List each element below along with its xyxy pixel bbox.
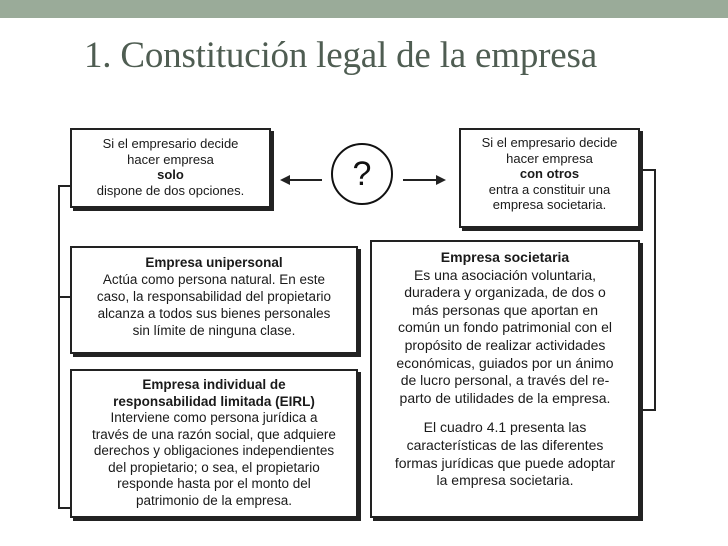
otros-line-5: empresa societaria.	[492, 197, 607, 212]
societaria-line-8: parto de utilidades de la empresa.	[399, 389, 611, 406]
right-bracket	[640, 170, 655, 410]
societaria-heading: Empresa societaria	[440, 249, 570, 265]
unipersonal-heading: Empresa unipersonal	[145, 255, 283, 270]
eirl-line-6: patrimonio de la empresa.	[135, 492, 293, 508]
eirl-line-3: derechos y obligaciones independientes	[93, 443, 335, 458]
unipersonal-line-2: caso, la responsabilidad del propietario	[96, 289, 332, 304]
eirl-line-5: responde hasta por el monto del	[117, 476, 311, 491]
eirl-heading-2: responsabilidad limitada (EIRL)	[113, 393, 315, 409]
societaria-line-1: Es una asociación voluntaria,	[413, 266, 597, 283]
otros-line-1: Si el empresario decide	[481, 135, 618, 150]
societaria-note-2: características de las diferentes	[406, 436, 604, 453]
left-arrow-head	[280, 175, 290, 185]
societaria-note-3: formas jurídicas que puede adoptar	[394, 454, 616, 471]
unipersonal-line-3: alcanza a todos sus bienes personales	[97, 306, 331, 321]
societaria-line-3: más personas que aportan en	[411, 301, 598, 318]
otros-line-3: con otros	[519, 166, 580, 181]
unipersonal-line-1: Actúa como persona natural. En este	[102, 272, 326, 287]
otros-line-4: entra a constituir una	[488, 181, 611, 197]
eirl-line-1: Interviene como persona jurídica a	[110, 410, 318, 425]
slide-title: 1. Constitución legal de la empresa	[84, 35, 597, 76]
eirl-line-2: través de una razón social, que adquiere	[92, 426, 336, 442]
societaria-spacer	[372, 407, 638, 419]
societaria-note-1: El cuadro 4.1 presenta las	[423, 419, 587, 436]
unipersonal-box	[70, 246, 358, 354]
solo-box	[70, 128, 271, 208]
unipersonal-line-4: sin límite de ninguna clase.	[132, 323, 296, 338]
right-arrow-head	[436, 175, 446, 185]
societaria-line-6: económicas, guiados por un ánimo	[396, 354, 614, 371]
eirl-line-4: del propietario; o sea, el propietario	[108, 459, 320, 475]
solo-line-1: Si el empresario decide	[102, 136, 239, 151]
solo-line-3: solo	[157, 167, 184, 182]
societaria-box	[370, 240, 640, 518]
solo-line-2: hacer empresa	[127, 151, 214, 167]
question-circle: ?	[331, 143, 393, 205]
left-bracket	[59, 186, 70, 508]
societaria-line-7: de lucro personal, a través del re-	[400, 372, 610, 389]
solo-line-4: dispone de dos opciones.	[96, 182, 245, 198]
societaria-note-4: la empresa societaria.	[436, 472, 574, 489]
societaria-line-2: duradera y organizada, de dos o	[404, 284, 606, 301]
otros-line-2: hacer empresa	[506, 150, 593, 166]
societaria-line-5: propósito de realizar actividades	[404, 336, 606, 353]
eirl-heading-1: Empresa individual de	[142, 377, 286, 392]
eirl-box	[70, 369, 358, 518]
con-otros-box	[459, 128, 640, 228]
societaria-line-4: común un fondo patrimonial con el	[397, 319, 613, 336]
